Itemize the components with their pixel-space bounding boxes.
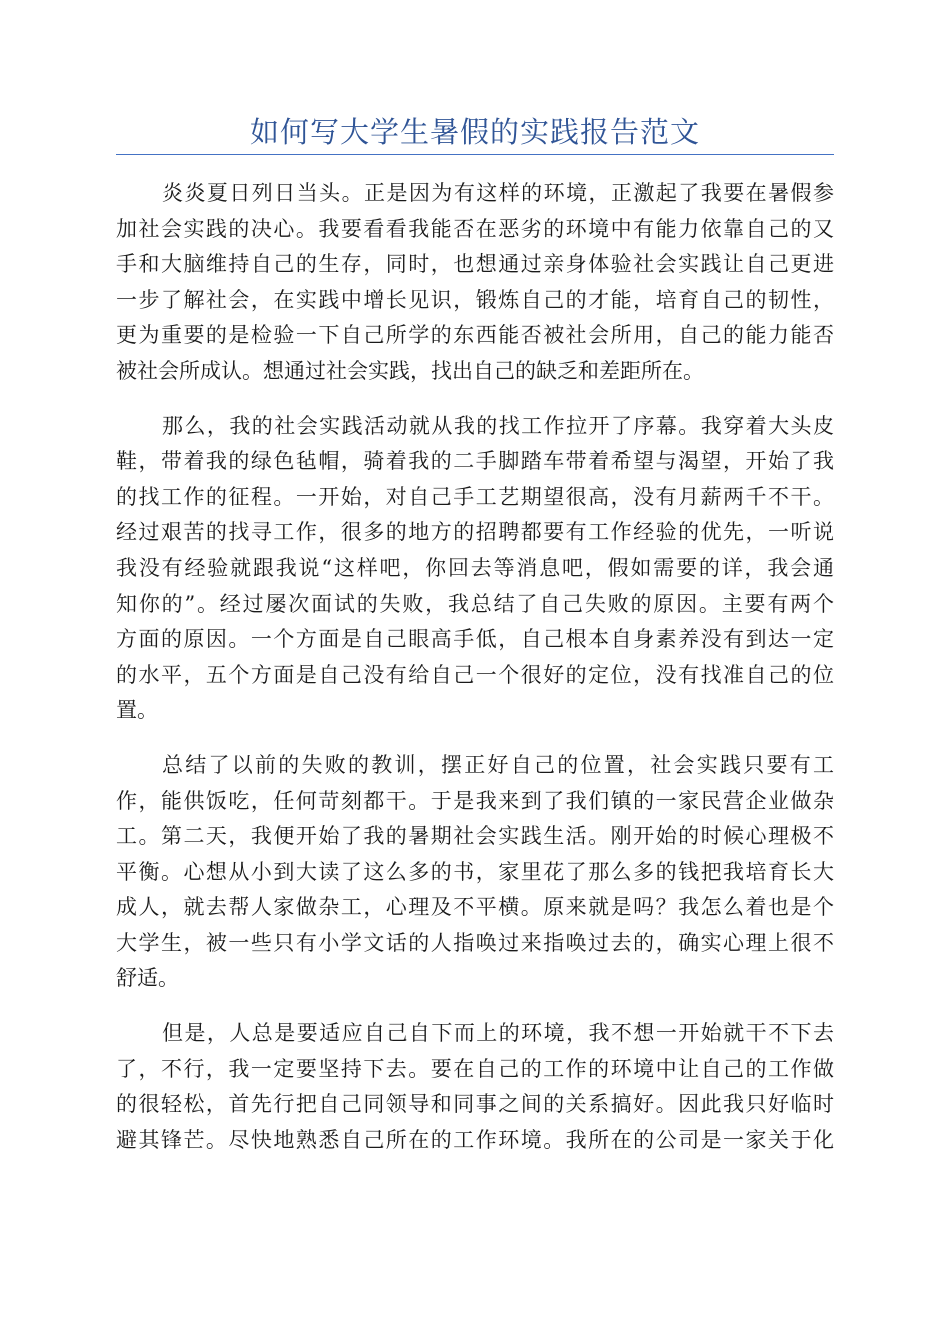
text-line: 知你的”。经过屡次面试的失败，我总结了自己失败的原因。主要有两个 (116, 591, 834, 616)
text-line: 总结了以前的失败的教训，摆正好自己的位置，社会实践只要有工 (162, 752, 834, 777)
text-line: 舒适。 (116, 966, 179, 991)
text-line: 的找工作的征程。一开始，对自己手工艺期望很高，没有月薪两千不干。 (116, 484, 834, 509)
document-title: 如何写大学生暑假的实践报告范文 (249, 115, 700, 149)
text-line: 经过艰苦的找寻工作，很多的地方的招聘都要有工作经验的优先，一听说 (116, 520, 834, 545)
text-line: 作，能供饭吃，任何苛刻都干。于是我来到了我们镇的一家民营企业做杂 (116, 788, 834, 813)
paragraph-2 (116, 409, 834, 729)
text-line: 鞋，带着我的绿色毡帽，骑着我的二手脚踏车带着希望与渴望，开始了我 (116, 449, 834, 474)
text-line: 大学生，被一些只有小学文话的人指唤过来指唤过去的，确实心理上很不 (116, 930, 834, 955)
document-body (116, 176, 834, 1177)
text-line: 那么，我的社会实践活动就从我的找工作拉开了序幕。我穿着大头皮 (162, 413, 834, 438)
text-line: 炎炎夏日列日当头。正是因为有这样的环境，正激起了我要在暑假参 (162, 181, 834, 205)
paragraph-4 (116, 1016, 834, 1158)
text-line: 被社会所成认。想通过社会实践，找出自己的缺乏和差距所在。 (116, 358, 704, 383)
text-line: 的很轻松，首先行把自己同领导和同事之间的关系搞好。因此我只好临时 (116, 1092, 834, 1117)
text-line: 手和大脑维持自己的生存，同时，也想通过亲身体验社会实践让自己更进 (116, 252, 834, 277)
paragraph-3 (116, 748, 834, 997)
text-line: 成人，就去帮人家做杂工，心理及不平横。原来就是吗？我怎么着也是个 (116, 895, 834, 920)
text-line: 工。第二天，我便开始了我的暑期社会实践生活。刚开始的时候心理极不 (116, 824, 834, 849)
text-line: 加社会实践的决心。我要看看我能否在恶劣的环境中有能力依靠自己的又 (116, 216, 834, 241)
text-line: 平衡。心想从小到大读了这么多的书，家里花了那么多的钱把我培育长大 (116, 859, 834, 884)
text-line: 一步了解社会，在实践中增长见识，锻炼自己的才能，培育自己的韧性， (116, 287, 834, 312)
text-line: 方面的原因。一个方面是自己眼高手低，自己根本自身素养没有到达一定 (116, 627, 834, 652)
text-line: 但是，人总是要适应自己自下而上的环境，我不想一开始就干不下去 (162, 1021, 834, 1046)
text-line: 置。 (116, 698, 158, 723)
paragraph-1 (116, 176, 834, 390)
text-line: 的水平，五个方面是自己没有给自己一个很好的定位，没有找准自己的位 (116, 662, 834, 687)
text-line: 我没有经验就跟我说“这样吧，你回去等消息吧，假如需要的详，我会通 (116, 555, 834, 580)
title-underline (116, 154, 834, 155)
text-line: 避其锋芒。尽快地熟悉自己所在的工作环境。我所在的公司是一家关于化 (116, 1127, 834, 1152)
text-line: 了，不行，我一定要坚持下去。要在自己的工作的环境中让自己的工作做 (116, 1056, 834, 1081)
text-line: 更为重要的是检验一下自己所学的东西能否被社会所用，自己的能力能否 (116, 323, 834, 348)
